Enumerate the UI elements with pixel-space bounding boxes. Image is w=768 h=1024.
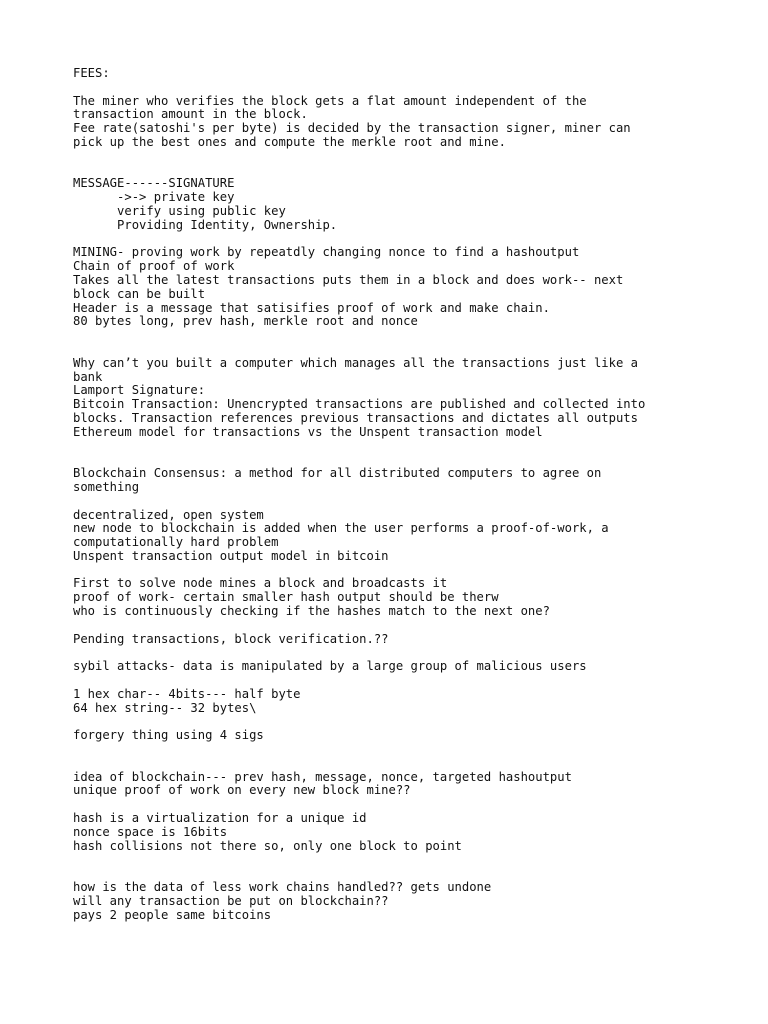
text-line: MESSAGE------SIGNATURE (73, 176, 235, 191)
text-line: Fee rate(satoshi's per byte) is decided by the transaction signer, miner can (73, 121, 631, 136)
text-line: blocks. Transaction references previous transactions and dictates all outputs (73, 410, 638, 425)
text-line (73, 853, 753, 867)
text-line: decentralized, open system (73, 507, 264, 522)
text-line: Header is a message that satisifies proof of work and make chain. (73, 300, 550, 315)
text-line: proof of work- certain smaller hash output should be therw (73, 590, 499, 605)
text-line: forgery thing using 4 sigs (73, 728, 264, 743)
text-line: Providing Identity, Ownership. (73, 217, 338, 232)
text-line (73, 233, 753, 247)
text-line (73, 495, 753, 509)
text-line: pays 2 people same bitcoins (73, 907, 272, 922)
text-line: verify using public key (73, 203, 286, 218)
text-line: pick up the best ones and compute the merkle root and mine. (73, 134, 506, 149)
text-line: Chain of proof of work (73, 259, 235, 274)
text-line: something (73, 479, 140, 494)
text-line: will any transaction be put on blockchain?? (73, 893, 389, 908)
text-line (73, 81, 753, 95)
text-line: 1 hex char-- 4bits--- half byte (73, 686, 301, 701)
text-line: Takes all the latest transactions puts them in a block and does work-- next (73, 272, 624, 287)
text-line: Pending transactions, block verification.?? (73, 631, 389, 646)
text-line (73, 867, 753, 881)
text-line: ->-> private key (73, 190, 235, 205)
text-line: how is the data of less work chains handled?? gets undone (73, 880, 492, 895)
text-line: Blockchain Consensus: a method for all distributed computers to agree on (73, 466, 602, 481)
text-line: computationally hard problem (73, 535, 279, 550)
text-line: 64 hex string-- 32 bytes\ (73, 700, 257, 715)
text-line: FEES: (73, 66, 110, 80)
text-line: nonce space is 16bits (73, 824, 228, 839)
text-line: sybil attacks- data is manipulated by a large group of malicious users (73, 659, 587, 674)
text-line: MINING- proving work by repeatdly changing nonce to find a hashoutput (73, 245, 580, 260)
text-line (73, 343, 753, 357)
text-line: unique proof of work on every new block mine?? (73, 783, 411, 798)
text-line: Bitcoin Transaction: Unencrypted transactions are published and collected into (73, 397, 646, 412)
text-line: Why can’t you built a computer which manages all the transactions just like a (73, 355, 638, 370)
text-line (73, 646, 753, 660)
text-line (73, 440, 753, 454)
text-line: bank (73, 369, 103, 384)
text-line: Unspent transaction output model in bitcoin (73, 548, 389, 563)
text-line (73, 757, 753, 771)
text-line: idea of blockchain--- prev hash, message, nonce, targeted hashoutput (73, 769, 572, 784)
text-line: Ethereum model for transactions vs the Unspent transaction model (73, 424, 543, 439)
text-line (73, 329, 753, 343)
text-line: block can be built (73, 286, 206, 301)
document-body (73, 67, 753, 922)
text-line (73, 453, 753, 467)
text-line (73, 743, 753, 757)
text-line (73, 674, 753, 688)
text-line (73, 150, 753, 164)
text-line: Lamport Signature: (73, 383, 206, 398)
text-line: who is continuously checking if the hashes match to the next one? (73, 604, 550, 619)
text-line (73, 798, 753, 812)
text-line: new node to blockchain is added when the user performs a proof-of-work, a (73, 521, 609, 536)
text-line: hash is a virtualization for a unique id (73, 811, 367, 826)
text-line (73, 715, 753, 729)
text-line: hash collisions not there so, only one block to point (73, 838, 462, 853)
text-line (73, 619, 753, 633)
text-line: transaction amount in the block. (73, 107, 308, 122)
text-line (73, 564, 753, 578)
text-line: First to solve node mines a block and broadcasts it (73, 576, 448, 591)
text-line: 80 bytes long, prev hash, merkle root and nonce (73, 314, 418, 329)
text-line: The miner who verifies the block gets a flat amount independent of the (73, 93, 587, 108)
text-line (73, 164, 753, 178)
